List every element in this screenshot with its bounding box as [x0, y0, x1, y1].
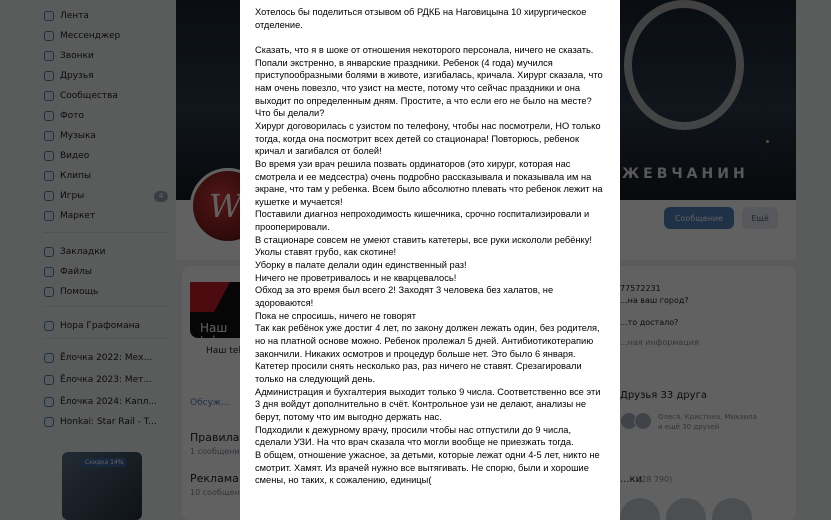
post-paragraph: Подходили к дежурному врачу, просили чтобы нас отпустили до 9 числа, сделали УЗИ. На что врач сказала что могли вообще не приезжать тогда.	[255, 424, 574, 448]
post-paragraph: Сказать, что я в шоке от отношения некоторого персонала, ничего не сказать.	[255, 44, 594, 55]
post-paragraph: В стационаре совсем не умеют ставить катетеры, все руки искололи ребёнку! Уколы ставят грубо, как скотине!	[255, 234, 592, 258]
post-paragraph: В общем, отношение ужасное, за детьми, которые лежат одни 4-5 лет, никто не смотрит. Хамят. Из врачей нужно все вытягивать. Не спорю, были и хорошие смены, но таких, к сожалению, единицы(	[255, 449, 600, 486]
post-paragraph: Во время узи врач решила позвать ординаторов (это хирург, которая нас смотрела и ее медсестра) очень подробно рассказывала и показывала им на экране, что там у ребенка. Всем было абсолютно плевать что ребенок лежит на кушетке и мучается!	[255, 158, 603, 207]
post-text	[255, 6, 607, 487]
post-paragraph: Администрация и бухгалтерия выходит только 9 числа. Соответственно все эти 3 дня войдут дополнительно в счёт. Контрольное узи не делают, анализы не берут, потому что им выгодно держать нас.	[255, 386, 601, 422]
post-paragraph: Ничего не проветривалось и не кварцевалось!	[255, 272, 457, 283]
post-paragraph: Пока не спросишь, ничего не говорят	[255, 310, 416, 321]
post-paragraph: Обход за это время был всего 2! Заходят 3 человека без халатов, не здороваются!	[255, 285, 554, 309]
post-paragraph: Попали экстренно, в январские праздники. Ребенок (4 года) мучился приступообразными болями в животе, изгибалась, кричала. Хирург сказала, что нам очень повезло, что узист на месте, потому что сейчас праздники и она выходит по определенным дням. Простите, а что если его не было на месте? Что бы делали?	[255, 57, 603, 119]
post-viewer	[240, 0, 620, 520]
post-paragraph: Хотелось бы поделиться отзывом об РДКБ на Наговицына 10 хирургическое отделение.	[255, 7, 587, 30]
post-paragraph: Хирург договорилась с узистом по телефону, чтобы нас посмотрели, НО только тогда, когда она посмотрит всех детей со стационара! Повторюсь, ребенок кричал и загибался от болей!	[255, 120, 601, 157]
post-paragraph: Уборку в палате делали один единственный раз!	[255, 260, 467, 271]
post-paragraph: Поставили диагноз непроходимость кишечника, срочно госпитализировали и прооперировали.	[255, 209, 590, 233]
post-paragraph: Так как ребёнок уже достиг 4 лет, по закону должен лежать один, без родителя, но на платной основе можно. Ребенок пролежал 5 дней. Антибиотикотерапию закончили. Никаких осмотров и процедур больше нет. Это было 6 января. Катетер просили снять несколько раз, раз ничего не ставят. Срезагировали только на следующий день.	[255, 323, 600, 385]
post-paragraph	[255, 31, 607, 44]
